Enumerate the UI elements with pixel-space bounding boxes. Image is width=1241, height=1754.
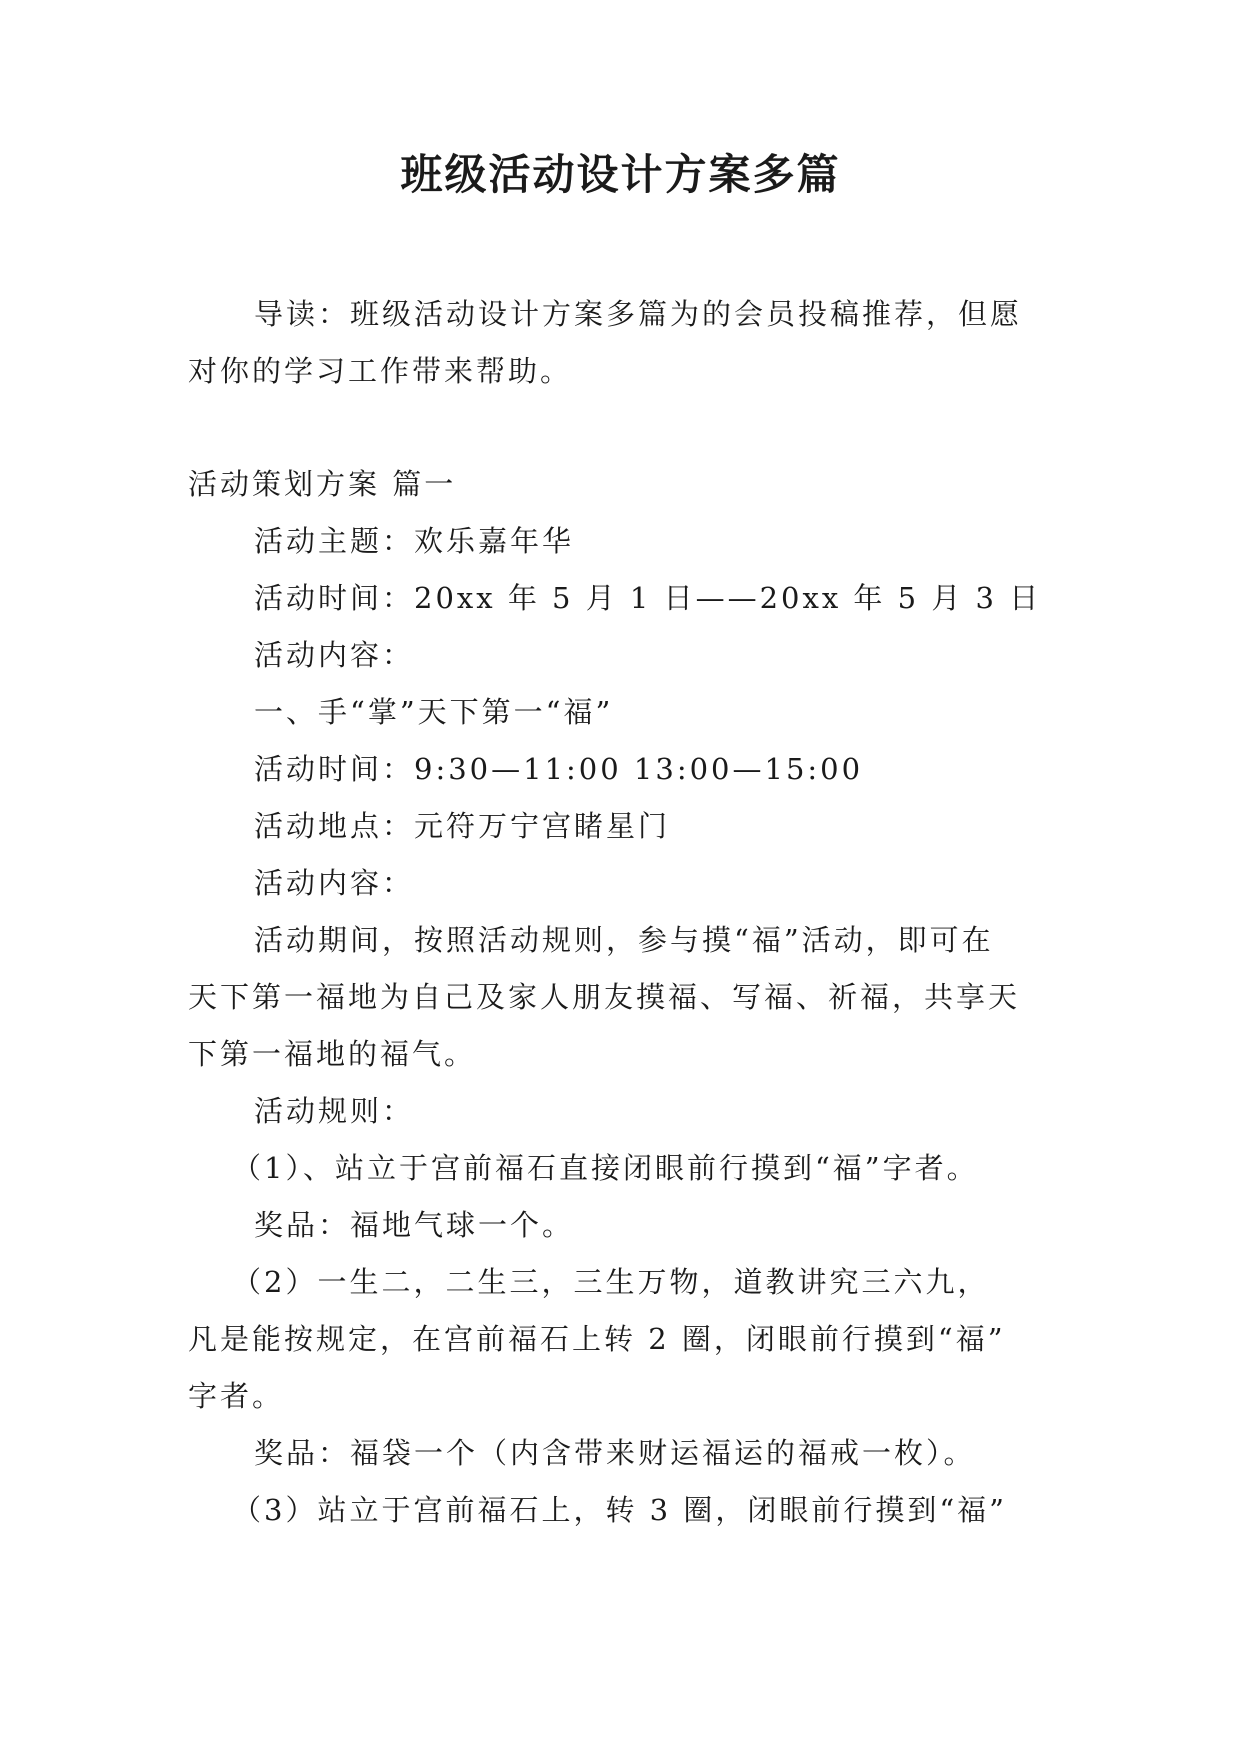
rule-2-line-3: 字者。 — [188, 1379, 285, 1413]
item1-time: 活动时间：9:30—11:00 13:00—15:00 — [254, 752, 864, 786]
document-title: 班级活动设计方案多篇 — [400, 150, 841, 199]
intro-paragraph — [188, 286, 1048, 343]
activity-paragraph-line-2: 天下第一福地为自己及家人朋友摸福、写福、祈福，共享天 — [188, 980, 1021, 1014]
rule-3-line-1: （3）站立于宫前福石上，转 3 圈，闭眼前行摸到“福” — [232, 1493, 1007, 1527]
item1-place: 活动地点：元符万宁宫睹星门 — [254, 809, 671, 843]
item1-heading: 一、手“掌”天下第一“福” — [254, 695, 614, 729]
intro-paragraph-cont — [188, 343, 1048, 400]
activity-content-label: 活动内容： — [254, 638, 415, 672]
prize-2: 奖品：福袋一个（内含带来财运福运的福戒一枚）。 — [254, 1436, 976, 1470]
item1-content-label: 活动内容： — [254, 866, 415, 900]
document-body — [188, 286, 1048, 1539]
rules-label: 活动规则： — [254, 1094, 415, 1128]
activity-paragraph-line-1: 活动期间，按照活动规则，参与摸“福”活动，即可在 — [254, 923, 994, 957]
rule-1: （1）、站立于宫前福石直接闭眼前行摸到“福”字者。 — [232, 1151, 979, 1185]
activity-paragraph-line-3: 下第一福地的福气。 — [188, 1037, 477, 1071]
intro-line-2: 对你的学习工作带来帮助。 — [188, 354, 573, 388]
prize-1: 奖品：福地气球一个。 — [254, 1208, 575, 1242]
rule-2-line-2: 凡是能按规定，在宫前福石上转 2 圈，闭眼前行摸到“福” — [188, 1322, 1006, 1356]
intro-line-1: 导读：班级活动设计方案多篇为的会员投稿推荐，但愿 — [254, 297, 1023, 331]
activity-time: 活动时间：20xx 年 5 月 1 日——20xx 年 5 月 3 日 — [254, 581, 1042, 615]
rule-2-line-1: （2）一生二，二生三，三生万物，道教讲究三六九， — [232, 1265, 990, 1299]
section-heading: 活动策划方案 篇一 — [188, 467, 457, 501]
activity-theme: 活动主题：欢乐嘉年华 — [254, 524, 575, 558]
